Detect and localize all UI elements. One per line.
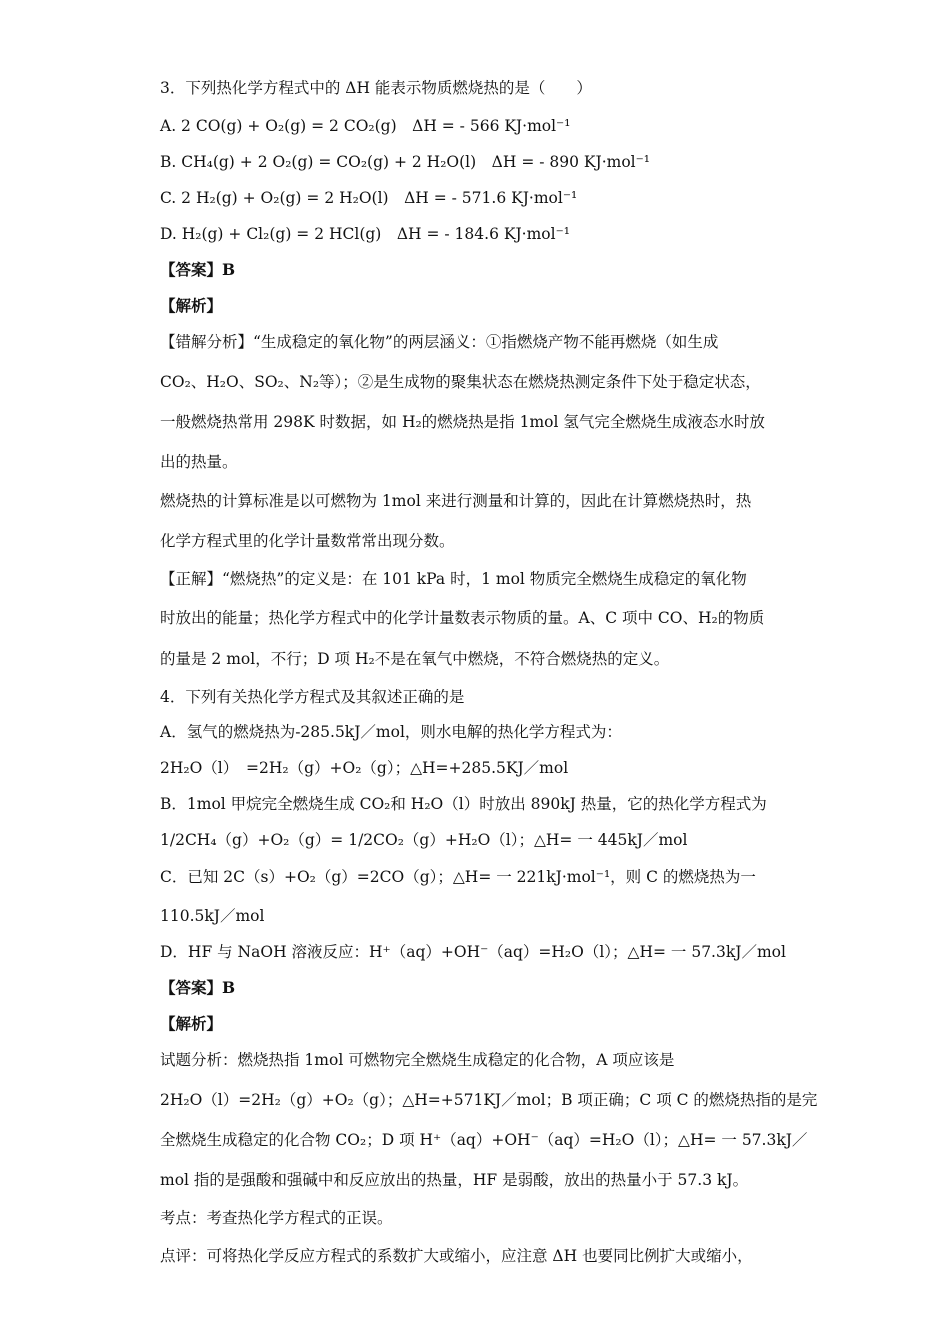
question-4-option-b-equation: 1/2CH₄（g）+O₂（g）= 1/2CO₂（g）+H₂O（l）；△H= 一 445kJ／mol bbox=[160, 831, 688, 849]
question-3-answer: 【答案】B bbox=[160, 260, 236, 279]
analysis-paragraph-line: 出的热量。 bbox=[160, 453, 238, 471]
analysis-paragraph-line: 一般燃烧热常用 298K 时数据，如 H₂的燃烧热是指 1mol 氢气完全燃烧生成液态水时放 bbox=[160, 413, 765, 431]
question-4-option-c-cont: 110.5kJ／mol bbox=[160, 907, 265, 925]
question-4-test-point: 考点：考查热化学方程式的正误。 bbox=[160, 1209, 393, 1227]
question-4-option-b: B．1mol 甲烷完全燃烧生成 CO₂和 H₂O（l）时放出 890kJ 热量，它的热化学方程式为 bbox=[160, 795, 767, 813]
question-3-option-a: A. 2 CO(g) + O₂(g) = 2 CO₂(g) ΔH = - 566 KJ·mol⁻¹ bbox=[160, 117, 571, 135]
question-4-analysis-line: 试题分析：燃烧热指 1mol 可燃物完全燃烧生成稳定的化合物，A 项应该是 bbox=[160, 1051, 675, 1069]
analysis-paragraph-line: CO₂、H₂O、SO₂、N₂等）；②是生成物的聚集状态在燃烧热测定条件下处于稳定状态， bbox=[160, 373, 761, 391]
question-3-option-b: B. CH₄(g) + 2 O₂(g) = CO₂(g) + 2 H₂O(l) ΔH = - 890 KJ·mol⁻¹ bbox=[160, 153, 651, 171]
question-4-option-c: C．已知 2C（s）+O₂（g）=2CO（g）；△H= 一 221kJ·mol⁻¹，则 C 的燃烧热为一 bbox=[160, 868, 756, 886]
question-3-stem: 3．下列热化学方程式中的 ΔH 能表示物质燃烧热的是（ ） bbox=[160, 79, 592, 97]
question-4-option-a-equation: 2H₂O（l） =2H₂（g）+O₂（g）；△H=+285.5KJ／mol bbox=[160, 759, 569, 777]
question-4-analysis-heading: 【解析】 bbox=[160, 1014, 223, 1033]
question-4-stem: 4．下列有关热化学方程式及其叙述正确的是 bbox=[160, 688, 465, 706]
correct-solution-line: 的量是 2 mol，不行；D 项 H₂不是在氧气中燃烧，不符合燃烧热的定义。 bbox=[160, 650, 670, 668]
question-3-option-c: C. 2 H₂(g) + O₂(g) = 2 H₂O(l) ΔH = - 571.6 KJ·mol⁻¹ bbox=[160, 189, 578, 207]
question-4-analysis-line: mol 指的是强酸和强碱中和反应放出的热量，HF 是弱酸，放出的热量小于 57.3 kJ。 bbox=[160, 1171, 749, 1189]
analysis-paragraph-line: 化学方程式里的化学计量数常常出现分数。 bbox=[160, 532, 455, 550]
analysis-paragraph-line: 燃烧热的计算标准是以可燃物为 1mol 来进行测量和计算的，因此在计算燃烧热时，热 bbox=[160, 492, 752, 510]
question-4-option-d: D．HF 与 NaOH 溶液反应：H⁺（aq）+OH⁻（aq）=H₂O（l）；△H= 一 57.3kJ／mol bbox=[160, 943, 786, 961]
question-3-analysis-heading: 【解析】 bbox=[160, 296, 223, 315]
question-4-analysis-line: 2H₂O（l）=2H₂（g）+O₂（g）；△H=+571KJ／mol；B 项正确；C 项 C 的燃烧热指的是完 bbox=[160, 1091, 818, 1109]
correct-solution-line: 时放出的能量；热化学方程式中的化学计量数表示物质的量。A、C 项中 CO、H₂的物质 bbox=[160, 609, 765, 627]
question-4-analysis-line: 全燃烧生成稳定的化合物 CO₂；D 项 H⁺（aq）+OH⁻（aq）=H₂O（l）；△H= 一 57.3kJ／ bbox=[160, 1131, 808, 1149]
question-4-comment: 点评：可将热化学反应方程式的系数扩大或缩小，应注意 ΔH 也要同比例扩大或缩小， bbox=[160, 1247, 753, 1265]
question-4-answer: 【答案】B bbox=[160, 978, 236, 997]
question-4-option-a: A．氢气的燃烧热为-285.5kJ／mol，则水电解的热化学方程式为： bbox=[160, 723, 622, 741]
correct-solution-line: 【正解】“燃烧热”的定义是：在 101 kPa 时，1 mol 物质完全燃烧生成稳定的氧化物 bbox=[160, 570, 747, 588]
question-3-option-d: D. H₂(g) + Cl₂(g) = 2 HCl(g) ΔH = - 184.6 KJ·mol⁻¹ bbox=[160, 225, 570, 243]
analysis-paragraph-line: 【错解分析】“生成稳定的氧化物”的两层涵义：①指燃烧产物不能再燃烧（如生成 bbox=[160, 333, 719, 351]
